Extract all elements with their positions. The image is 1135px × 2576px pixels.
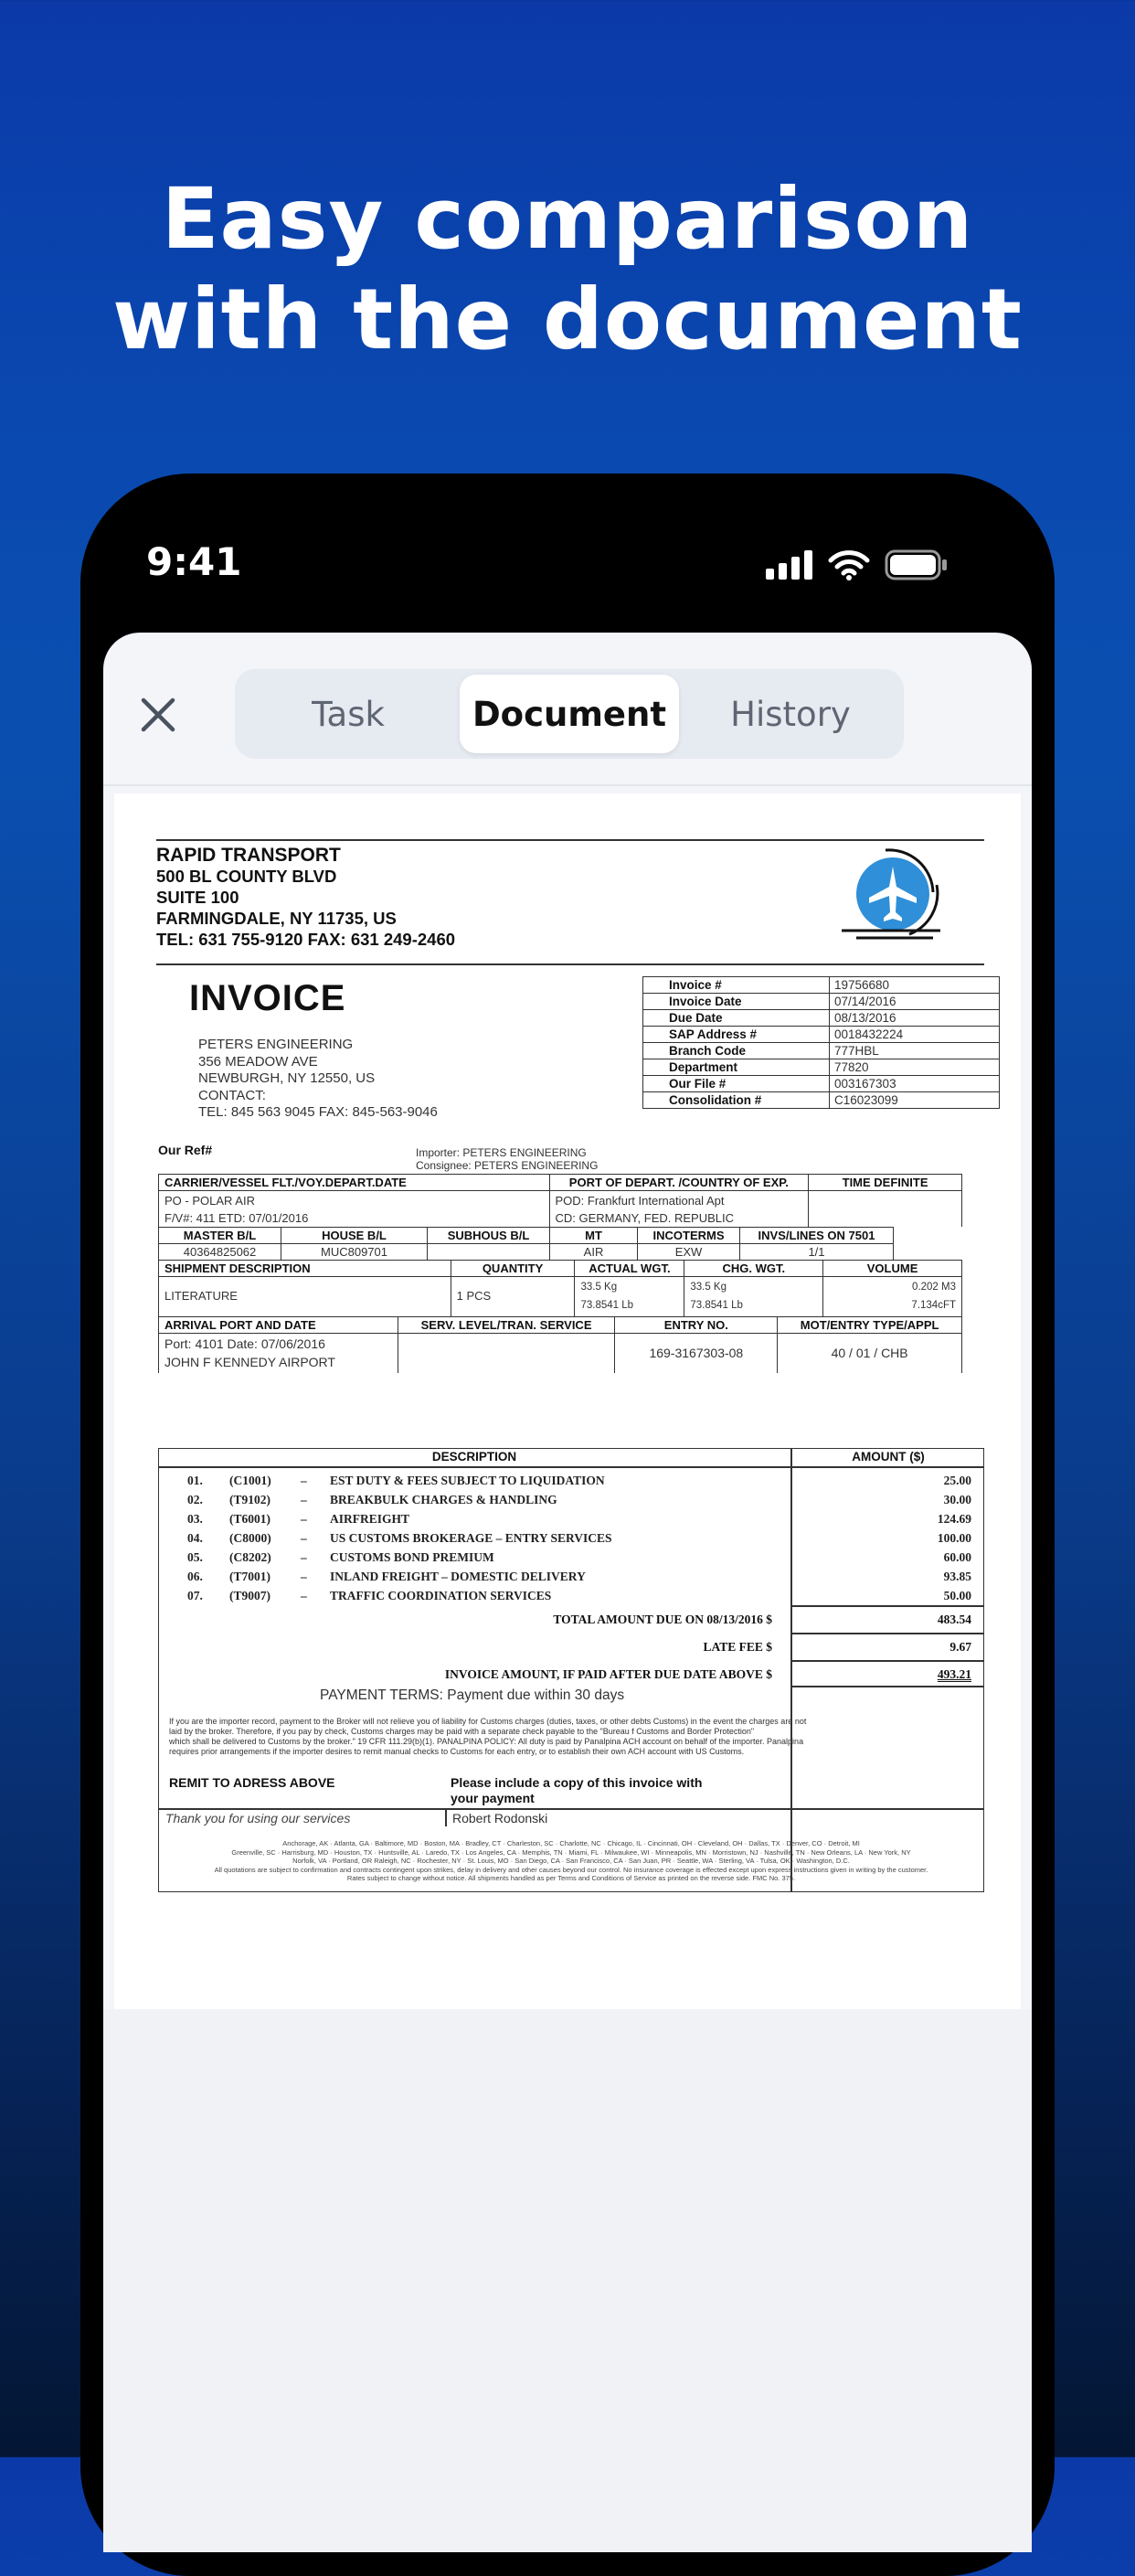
meta-value: 08/13/2016 [830,1010,1000,1027]
grid-row [158,1174,962,1190]
line-dash: – [301,1474,307,1487]
bill-to-block [198,1037,438,1122]
header-serv-level: SERV. LEVEL/TRAN. SERVICE [398,1316,616,1333]
line-description: BREAKBULK CHARGES & HANDLING [330,1493,557,1506]
line-description: CUSTOMS BOND PREMIUM [330,1550,494,1564]
total-label: TOTAL AMOUNT DUE ON 08/13/2016 $ [553,1613,772,1626]
port-cell [550,1190,810,1227]
volume-cell [823,1276,962,1316]
grid-row [158,1227,962,1243]
volume-cft: 7.134cFT [911,1300,956,1311]
document-viewer-background [103,2009,1032,2552]
after-due-label: INVOICE AMOUNT, IF PAID AFTER DUE DATE ABOVE $ [444,1667,772,1681]
footer-fine-print [158,1839,984,1883]
amount-divider [790,1448,792,1892]
line-dash: – [301,1493,307,1506]
bill-to-phone: TEL: 845 563 9045 FAX: 845-563-9046 [198,1104,438,1120]
line-amount: 60.00 [943,1550,971,1564]
late-fee-label: LATE FEE $ [703,1640,772,1654]
importer: Importer: PETERS ENGINEERING [416,1146,587,1159]
meta-row [643,1027,1000,1043]
quantity: 1 PCS [451,1276,576,1316]
disclaimer [169,1717,806,1757]
thanks-note: Thank you for using our services [165,1811,351,1826]
header-entry-no: ENTRY NO. [615,1316,778,1333]
carrier-line-2: F/V#: 411 ETD: 07/01/2016 [164,1211,309,1225]
grid-row [158,1190,962,1227]
carrier-line-1: PO - POLAR AIR [164,1194,255,1208]
consignee: Consignee: PETERS ENGINEERING [416,1159,599,1172]
house-bl: MUC809701 [281,1243,428,1260]
volume-m3: 0.202 M3 [912,1282,956,1293]
entry-no: 169-3167303-08 [615,1333,778,1373]
header-actual-wgt: ACTUAL WGT. [575,1260,684,1276]
line-number: 07. [187,1589,203,1602]
line-description: EST DUTY & FEES SUBJECT TO LIQUIDATION [330,1474,605,1487]
incoterms: EXW [638,1243,740,1260]
tab-task[interactable]: Task [312,694,385,734]
headline-line-2: with the document [112,271,1023,368]
meta-value: 003167303 [830,1076,1000,1092]
actual-lb: 73.8541 Lb [580,1300,634,1311]
disclaimer-line: which shall be delivered to Customs by the broker." 19 CFR 111.29(b)(1). PANALPINA POLICY: All duty is paid by Panalpina ACH account on behalf of the importer. Panalpina [169,1737,804,1746]
bill-to-address-2: NEWBURGH, NY 12550, US [198,1070,376,1086]
header-chg-wgt: CHG. WGT. [684,1260,823,1276]
line-dash: – [301,1570,307,1583]
grid-row [158,1276,962,1316]
late-fee-amount: 9.67 [949,1640,971,1654]
grid-row [158,1316,962,1333]
charges-header-rule [158,1466,984,1468]
rule [156,963,984,965]
meta-key: Department [643,1059,830,1076]
chg-lb: 73.8541 Lb [690,1300,743,1311]
line-number: 01. [187,1474,203,1487]
fine-print-line: Rates subject to change without notice. All shipments handled as per Terms and Conditions of Service as printed on the reverse side. FMC No. 375. [346,1874,796,1882]
close-icon[interactable] [131,687,186,742]
meta-key: Our File # [643,1076,830,1092]
pod: POD: Frankfurt International Apt [555,1194,725,1208]
battery-icon [885,549,949,580]
amount-rule [790,1605,984,1607]
carrier-cell [159,1190,550,1227]
rule [156,839,984,841]
line-amount: 30.00 [943,1493,971,1506]
chg-wgt-cell [684,1276,823,1316]
line-dash: – [301,1589,307,1602]
wifi-icon [828,549,870,580]
line-description: TRAFFIC COORDINATION SERVICES [330,1589,552,1602]
header-invs-lines: INVS/LINES ON 7501 [740,1227,894,1243]
bill-to-name: PETERS ENGINEERING [198,1037,354,1052]
time-definite-cell [809,1190,962,1227]
disclaimer-line: requires prior arrangements if the importer desires to remit manual checks to Customs for each entry, or to establish their own ACH account with US Customs. [169,1747,745,1756]
line-number: 03. [187,1512,203,1526]
after-due-amount: 493.21 [937,1667,971,1681]
company-name: RAPID TRANSPORT [156,845,341,866]
company-address-1: 500 BL COUNTY BLVD [156,867,337,886]
actual-kg: 33.5 Kg [580,1282,618,1293]
line-dash: – [301,1512,307,1526]
line-number: 02. [187,1493,203,1506]
line-number: 04. [187,1531,203,1545]
fine-print-line: Norfolk, VA · Portland, OR Raleigh, NC · Rochester, NY · St. Louis, MO · San Diego, CA · San Francisco, CA · San Juan, PR · Seattle, WA · Sterling, VA · Tulsa, OK · Washington, D.C. [292,1857,850,1865]
amount-rule [790,1686,984,1687]
meta-key: Invoice Date [643,994,830,1010]
serv-level-cell [398,1333,616,1373]
line-amount: 50.00 [943,1589,971,1602]
meta-value: 07/14/2016 [830,994,1000,1010]
disclaimer-line: If you are the importer record, payment to the Broker will not relieve you of liability for Customs charges (duties, taxes, or other debts Customs) in the event the charges are not [169,1717,807,1726]
subhous-bl [428,1243,550,1260]
fine-print-line: Anchorage, AK · Atlanta, GA · Baltimore, MD · Boston, MA · Bradley, CT · Charleston, SC · Charlotte, NC · Chicago, IL · Cincinnati, OH · Cleveland, OH · Dallas, TX · Denver, CO · Detroit, MI [282,1839,860,1847]
actual-wgt-cell [575,1276,684,1316]
header-carrier: CARRIER/VESSEL FLT./VOY.DEPART.DATE [159,1174,550,1190]
meta-value: C16023099 [830,1092,1000,1109]
meta-row [643,1059,1000,1076]
arrival-airport: JOHN F KENNEDY AIRPORT [164,1355,335,1369]
meta-key: Branch Code [643,1043,830,1059]
shipment-description: LITERATURE [159,1276,451,1316]
mot: 40 / 01 / CHB [778,1333,962,1373]
company-city: FARMINGDALE, NY 11735, US [156,909,397,928]
status-time: 9:41 [146,539,242,584]
headline-line-1: Easy comparison [161,170,974,268]
line-code: (T7001) [229,1570,270,1583]
line-amount: 124.69 [937,1512,971,1526]
meta-row [643,977,1000,994]
include-line-1: Please include a copy of this invoice with [451,1775,703,1790]
total-amount: 483.54 [937,1613,971,1626]
meta-row [643,1010,1000,1027]
invoice-meta-table [642,976,1000,1109]
chg-kg: 33.5 Kg [690,1282,727,1293]
line-number: 06. [187,1570,203,1583]
invoice-document[interactable] [114,793,1021,2009]
company-phone: TEL: 631 755-9120 FAX: 631 249-2460 [156,930,456,949]
invoice-title: INVOICE [189,978,346,1018]
disclaimer-line: laid by the broker. Therefore, if you pay by check, Customs charges may be paid with a separate check payable to the "Bureau f Customs and Border Protection" [169,1727,755,1736]
shipment-grid [158,1174,962,1373]
amount-rule [790,1660,984,1662]
amount-rule [790,1633,984,1634]
tab-history[interactable]: History [730,694,851,734]
line-amount: 100.00 [937,1531,971,1545]
arrival-cell [159,1333,398,1373]
signature-divider [445,1808,447,1826]
header-mt: MT [550,1227,638,1243]
meta-row [643,1043,1000,1059]
bill-to-address-1: 356 MEADOW AVE [198,1053,318,1070]
our-ref: Our Ref# [158,1143,213,1157]
line-amount: 25.00 [943,1474,971,1487]
company-address-2: SUITE 100 [156,888,239,907]
meta-value: 0018432224 [830,1027,1000,1043]
grid-row [158,1243,962,1260]
header-port: PORT OF DEPART. /COUNTRY OF EXP. [550,1174,810,1190]
bill-to-contact: CONTACT: [198,1087,266,1103]
header-quantity: QUANTITY [451,1260,576,1276]
include-copy-note [451,1775,702,1806]
header-mot: MOT/ENTRY TYPE/APPL [778,1316,962,1333]
header-time-definite: TIME DEFINITE [809,1174,962,1190]
line-code: (C8202) [229,1550,271,1564]
header-arrival: ARRIVAL PORT AND DATE [159,1316,398,1333]
company-block [156,845,455,950]
header-shipment-description: SHIPMENT DESCRIPTION [159,1260,451,1276]
airplane-logo-icon [838,846,951,947]
line-description: INLAND FREIGHT – DOMESTIC DELIVERY [330,1570,586,1583]
line-description: AIRFREIGHT [330,1512,410,1526]
app-screen [103,633,1032,2552]
meta-key: Consolidation # [643,1092,830,1109]
header-subhous-bl: SUBHOUS B/L [428,1227,550,1243]
grid-row [158,1333,962,1373]
grid-row [158,1260,962,1276]
arrival-port-date: Port: 4101 Date: 07/06/2016 [164,1336,325,1351]
header-master-bl: MASTER B/L [159,1227,281,1243]
tab-document[interactable]: Document [460,675,679,753]
line-code: (C8000) [229,1531,271,1545]
line-description: US CUSTOMS BROKERAGE – ENTRY SERVICES [330,1531,612,1545]
line-dash: – [301,1550,307,1564]
meta-value: 777HBL [830,1043,1000,1059]
header-house-bl: HOUSE B/L [281,1227,428,1243]
remit-label: REMIT TO ADRESS ABOVE [169,1775,335,1790]
meta-key: SAP Address # [643,1027,830,1043]
segmented-control [235,669,904,759]
invs-lines: 1/1 [740,1243,894,1260]
include-line-2: your payment [451,1791,535,1805]
payment-terms: PAYMENT TERMS: Payment due within 30 days [320,1687,625,1703]
header-divider [103,784,1032,786]
header-volume: VOLUME [823,1260,962,1276]
headline [0,169,1135,370]
line-dash: – [301,1531,307,1545]
header-amount: AMOUNT ($) [852,1450,925,1464]
importer-block [416,1146,598,1172]
header-description: DESCRIPTION [431,1450,517,1464]
meta-value: 77820 [830,1059,1000,1076]
fine-print-line: Greenville, SC · Harrisburg, MD · Houston, TX · Huntsville, AL · Laredo, TX · Los Angeles, CA · Memphis, TN · Miami, FL · Milwaukee, WI · Minneapolis, MN · Morristown, NJ · Nashville, TN · New Orleans, LA · New York, NY [231,1847,911,1857]
line-code: (T9102) [229,1493,270,1506]
line-amount: 93.85 [943,1570,971,1583]
line-code: (T9007) [229,1589,270,1602]
signer-name: Robert Rodonski [452,1811,548,1826]
meta-key: Invoice # [643,977,830,994]
master-bl: 40364825062 [159,1243,281,1260]
line-code: (T6001) [229,1512,270,1526]
header-incoterms: INCOTERMS [638,1227,740,1243]
line-number: 05. [187,1550,203,1564]
cellular-signal-icon [766,550,813,580]
mt: AIR [550,1243,638,1260]
meta-key: Due Date [643,1010,830,1027]
line-code: (C1001) [229,1474,271,1487]
meta-value: 19756680 [830,977,1000,994]
meta-row [643,1076,1000,1092]
country: CD: GERMANY, FED. REPUBLIC [555,1211,735,1225]
status-icons [766,545,949,585]
fine-print-line: All quotations are subject to confirmation and contracts contingent upon strikes, delay in delivery and other causes beyond our control. No insurance coverage is effected except upon express instructions given in writing by the customer. [214,1865,928,1874]
signature-rule [158,1808,984,1810]
meta-row [643,1092,1000,1109]
meta-row [643,994,1000,1010]
